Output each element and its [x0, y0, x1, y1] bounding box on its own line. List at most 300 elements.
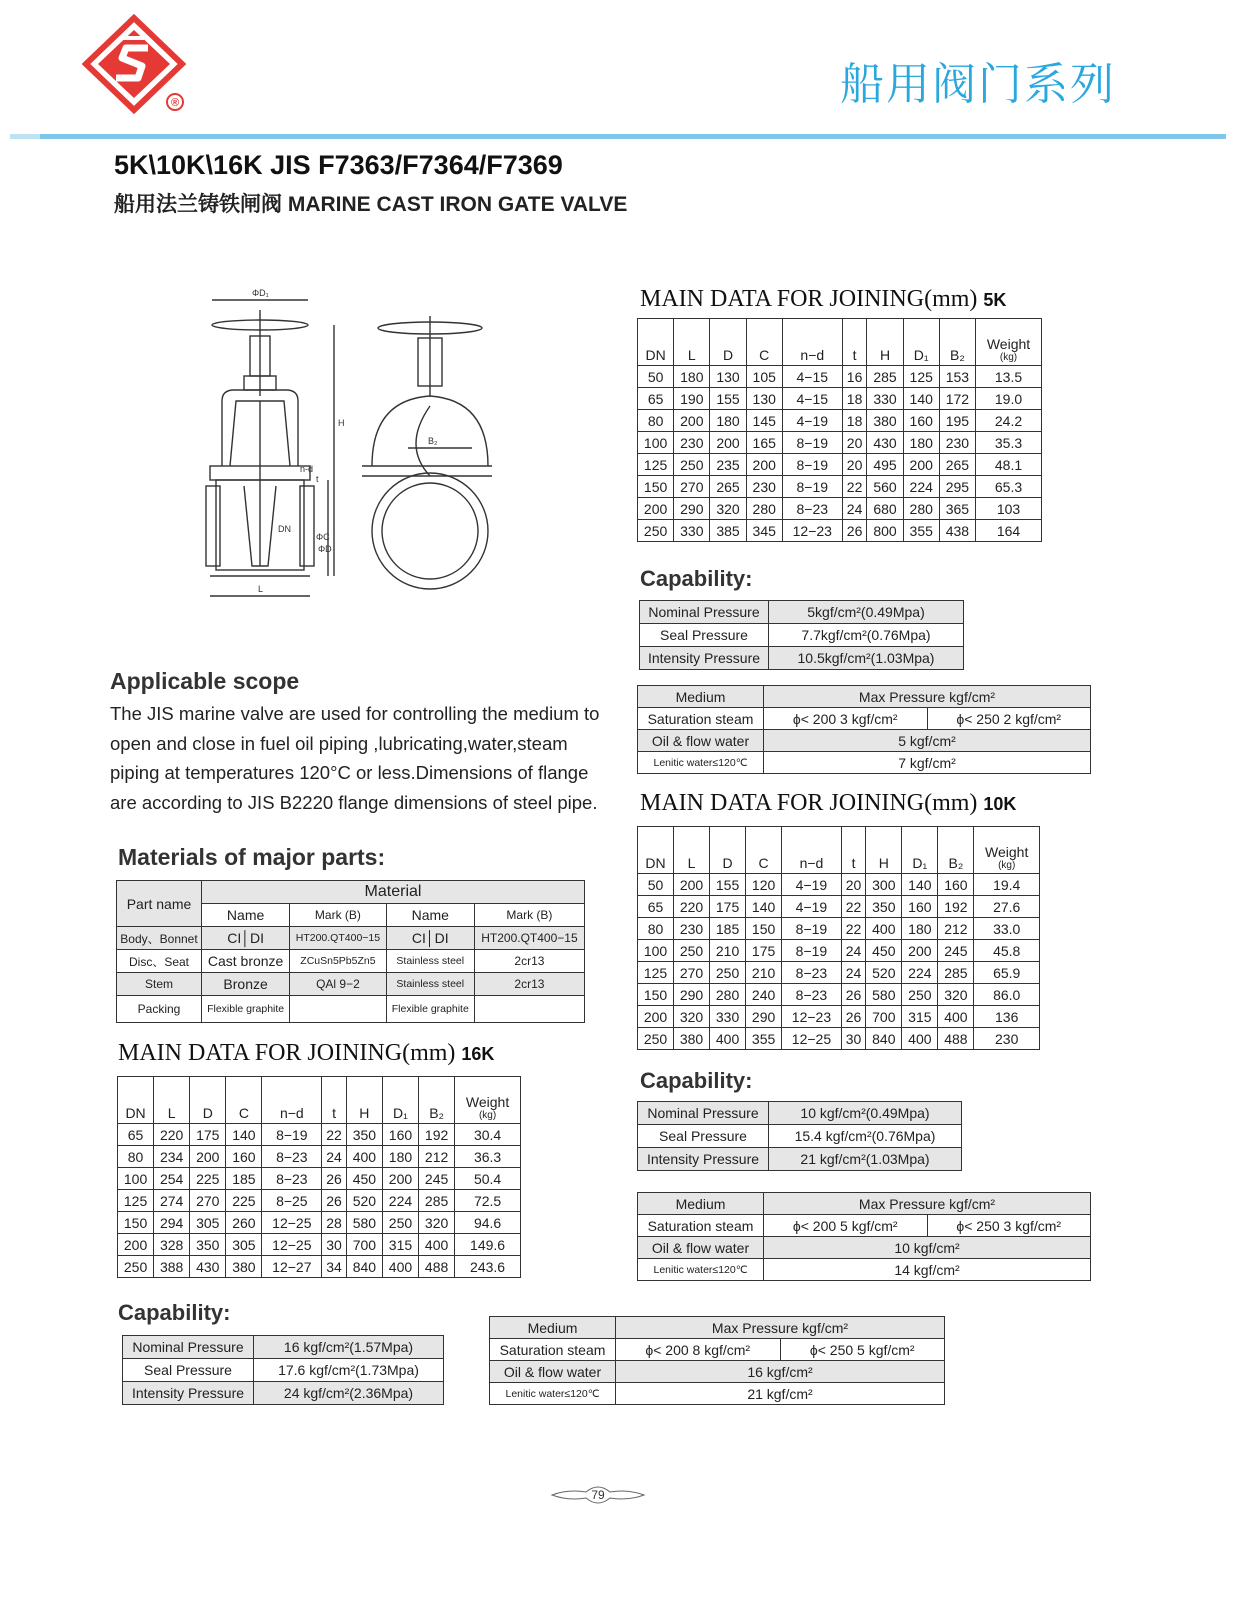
table-row — [118, 1212, 521, 1234]
table-cell: 160 — [382, 1124, 418, 1146]
table-cell: 265 — [710, 476, 746, 498]
column-header: B₂ — [419, 1077, 455, 1124]
table-cell: 24 — [841, 940, 866, 962]
column-header — [974, 827, 1040, 874]
table-cell: 65.9 — [974, 962, 1040, 984]
column-header: C — [746, 827, 782, 874]
medium-lenitic: Lenitic water≤120℃ — [638, 1259, 764, 1281]
header-name: Name — [202, 904, 290, 927]
table-cell: 94.6 — [455, 1212, 521, 1234]
label-d1: ΦD₁ — [252, 288, 269, 298]
table-cell: 36.3 — [455, 1146, 521, 1168]
table-cell: 150 — [118, 1212, 154, 1234]
table-cell: 230 — [974, 1028, 1040, 1050]
weight-unit: (kg) — [998, 860, 1016, 871]
materials-heading: Materials of major parts: — [118, 844, 386, 870]
table-header-row — [638, 319, 1042, 366]
cap-value: 24 kgf/cm²(2.36Mpa) — [254, 1382, 444, 1405]
cap-label: Nominal Pressure — [123, 1336, 254, 1359]
table-cell: 385 — [710, 520, 746, 542]
medium-header: Medium — [638, 1193, 764, 1215]
column-header: D₁ — [903, 319, 939, 366]
table-cell: 270 — [674, 962, 710, 984]
cap-label: Nominal Pressure — [638, 1102, 769, 1125]
table-cell: 200 — [903, 454, 939, 476]
table-cell: 380 — [867, 410, 903, 432]
table-cell: 185 — [710, 918, 746, 940]
table-cell: 700 — [866, 1006, 902, 1028]
table-row — [638, 498, 1042, 520]
table-cell: 200 — [118, 1234, 154, 1256]
column-header: t — [322, 1077, 347, 1124]
column-header: n−d — [782, 319, 842, 366]
header-mark: Mark (B) — [474, 904, 584, 927]
column-header: B₂ — [938, 827, 974, 874]
table-cell: 8−19 — [782, 918, 842, 940]
column-header: B₂ — [939, 319, 975, 366]
table-cell: 65.3 — [976, 476, 1042, 498]
medium-lenitic: Lenitic water≤120℃ — [490, 1383, 616, 1405]
column-header: n−d — [782, 827, 842, 874]
table-cell: 294 — [154, 1212, 190, 1234]
table-row — [638, 476, 1042, 498]
table-cell: 140 — [226, 1124, 262, 1146]
table-cell: 295 — [939, 476, 975, 498]
header-part-name: Part name — [117, 881, 202, 927]
cell: ZCuSn5Pb5Zn5 — [290, 950, 386, 973]
table-row — [118, 1234, 521, 1256]
table-cell: 4−19 — [782, 874, 842, 896]
scope-heading: Applicable scope — [110, 668, 300, 694]
table-row — [117, 996, 585, 1023]
table-cell: 320 — [674, 1006, 710, 1028]
capability-heading-16k: Capability: — [118, 1300, 231, 1325]
table-cell: 365 — [939, 498, 975, 520]
table-cell: 28 — [322, 1212, 347, 1234]
cell: Stainless steel — [386, 950, 474, 973]
medium-header: Medium — [638, 686, 764, 708]
table-cell: 350 — [866, 896, 902, 918]
medium-table-16k — [489, 1316, 945, 1405]
cell: QAl 9−2 — [290, 973, 386, 996]
table-cell: 160 — [903, 410, 939, 432]
table-cell: 30 — [841, 1028, 866, 1050]
cell: HT200.QT400−15 — [474, 927, 584, 950]
cell — [474, 996, 584, 1023]
cap-value: 10.5kgf/cm²(1.03Mpa) — [769, 647, 964, 670]
table-cell: 200 — [638, 498, 674, 520]
table-cell: 270 — [674, 476, 710, 498]
table-header-row — [118, 1077, 521, 1124]
table-cell: 8−23 — [262, 1168, 322, 1190]
table-cell: 22 — [842, 476, 867, 498]
table-cell: 65 — [118, 1124, 154, 1146]
column-header: DN — [118, 1077, 154, 1124]
table-row — [638, 896, 1040, 918]
table-cell: 225 — [226, 1190, 262, 1212]
max-pressure-header: Max Pressure kgf/cm² — [616, 1317, 945, 1339]
table-cell: 8−23 — [782, 962, 842, 984]
table-cell: 150 — [638, 984, 674, 1006]
capability-table-10k — [637, 1101, 962, 1171]
table-cell: 80 — [638, 918, 674, 940]
table-cell: 250 — [674, 454, 710, 476]
table-cell: 50.4 — [455, 1168, 521, 1190]
table-cell: 8−19 — [782, 454, 842, 476]
table-cell: 192 — [419, 1124, 455, 1146]
table-cell: 160 — [902, 896, 938, 918]
table-row — [638, 520, 1042, 542]
table-row — [118, 1256, 521, 1278]
table-cell: 224 — [903, 476, 939, 498]
table-cell: 180 — [710, 410, 746, 432]
table-cell: 103 — [976, 498, 1042, 520]
label-nd: n-d — [300, 464, 314, 474]
table-cell: 265 — [939, 454, 975, 476]
joining-table-10k — [637, 826, 1040, 1050]
header-mark: Mark (B) — [290, 904, 386, 927]
capability-heading-10k: Capability: — [640, 1068, 753, 1093]
cell: CI│DI — [386, 927, 474, 950]
table-cell: 50 — [638, 874, 674, 896]
medium-oil: Oil & flow water — [490, 1361, 616, 1383]
table-cell: 8−19 — [782, 476, 842, 498]
column-header: DN — [638, 319, 674, 366]
table-cell: 230 — [746, 476, 782, 498]
table-cell: 305 — [190, 1212, 226, 1234]
weight-label: Weight — [985, 844, 1029, 860]
table-cell: 200 — [710, 432, 746, 454]
table-cell: 290 — [674, 984, 710, 1006]
table-cell: 140 — [902, 874, 938, 896]
table-cell: 224 — [902, 962, 938, 984]
table-cell: 24 — [842, 498, 867, 520]
table-cell: 210 — [710, 940, 746, 962]
medium-oil: Oil & flow water — [638, 1237, 764, 1259]
table-cell: 26 — [842, 520, 867, 542]
table-cell: 245 — [938, 940, 974, 962]
table-cell: 560 — [867, 476, 903, 498]
table-cell: 150 — [746, 918, 782, 940]
table-cell: 80 — [118, 1146, 154, 1168]
table-cell: 380 — [226, 1256, 262, 1278]
column-header: DN — [638, 827, 674, 874]
column-header: C — [226, 1077, 262, 1124]
table-cell: 250 — [118, 1256, 154, 1278]
valve-drawing — [72, 276, 542, 626]
label-l: L — [258, 584, 264, 594]
table-cell: 19.4 — [974, 874, 1040, 896]
table-cell: 185 — [226, 1168, 262, 1190]
table-cell: 130 — [746, 388, 782, 410]
table-cell: 290 — [674, 498, 710, 520]
table-cell: 22 — [841, 896, 866, 918]
table-cell: 35.3 — [976, 432, 1042, 454]
cell: Cast bronze — [202, 950, 290, 973]
label-h: H — [338, 418, 345, 428]
capability-table-5k — [639, 600, 964, 670]
table-cell: 250 — [638, 520, 674, 542]
table-cell: 24 — [841, 962, 866, 984]
table-cell: 175 — [746, 940, 782, 962]
table-cell: 160 — [226, 1146, 262, 1168]
table-cell: 320 — [419, 1212, 455, 1234]
cell: HT200.QT400−15 — [290, 927, 386, 950]
table-cell: 16 — [842, 366, 867, 388]
table-cell: 355 — [746, 1028, 782, 1050]
cell: Flexible graphite — [386, 996, 474, 1023]
medium-table-5k — [637, 685, 1091, 774]
column-header: H — [867, 319, 903, 366]
table-cell: 18 — [842, 388, 867, 410]
table-cell: 180 — [382, 1146, 418, 1168]
capability-table-16k — [122, 1335, 444, 1405]
cell: Bronze — [202, 973, 290, 996]
table-cell: 4−15 — [782, 366, 842, 388]
column-header: L — [674, 319, 710, 366]
table-cell: 86.0 — [974, 984, 1040, 1006]
table-cell: 400 — [866, 918, 902, 940]
cap-value: 7.7kgf/cm²(0.76Mpa) — [769, 624, 964, 647]
page-title: 5K\10K\16K JIS F7363/F7364/F7369 — [114, 150, 563, 180]
table-cell: 400 — [710, 1028, 746, 1050]
cap-label: Intensity Pressure — [123, 1382, 254, 1405]
lenitic-value: 7 kgf/cm² — [764, 752, 1091, 774]
table-cell: 200 — [674, 410, 710, 432]
label-t: t — [316, 474, 319, 484]
cell: 2cr13 — [474, 950, 584, 973]
joining-table-16k — [117, 1076, 521, 1278]
table-cell: 125 — [638, 962, 674, 984]
table-cell: 50 — [638, 366, 674, 388]
table-cell: 4−15 — [782, 388, 842, 410]
table-cell: 700 — [346, 1234, 382, 1256]
table-cell: 250 — [674, 940, 710, 962]
cell: Disc、Seat — [117, 950, 202, 973]
table-cell: 380 — [674, 1028, 710, 1050]
table-cell: 212 — [419, 1146, 455, 1168]
cap-value: 21 kgf/cm²(1.03Mpa) — [769, 1148, 962, 1171]
table-header-row — [638, 827, 1040, 874]
table-cell: 45.8 — [974, 940, 1040, 962]
table-cell: 24.2 — [976, 410, 1042, 432]
table-row — [638, 1028, 1040, 1050]
table-cell: 315 — [902, 1006, 938, 1028]
column-header: D₁ — [382, 1077, 418, 1124]
table-cell: 120 — [746, 874, 782, 896]
table-cell: 330 — [674, 520, 710, 542]
joining-heading-16k: MAIN DATA FOR JOINING(mm) 16K — [118, 1040, 495, 1066]
table-cell: 12−23 — [782, 520, 842, 542]
header-rule-accent — [10, 134, 40, 139]
table-cell: 12−25 — [782, 1028, 842, 1050]
table-cell: 8−23 — [782, 498, 842, 520]
table-cell: 195 — [939, 410, 975, 432]
table-cell: 8−25 — [262, 1190, 322, 1212]
table-cell: 27.6 — [974, 896, 1040, 918]
table-cell: 180 — [674, 366, 710, 388]
table-cell: 680 — [867, 498, 903, 520]
steam-value: ϕ< 250 3 kgf/cm² — [927, 1215, 1091, 1237]
cell: Stainless steel — [386, 973, 474, 996]
table-cell: 164 — [976, 520, 1042, 542]
table-cell: 260 — [226, 1212, 262, 1234]
table-cell: 24 — [322, 1146, 347, 1168]
cell: Stem — [117, 973, 202, 996]
max-pressure-header: Max Pressure kgf/cm² — [764, 1193, 1091, 1215]
table-cell: 180 — [902, 918, 938, 940]
table-cell: 155 — [710, 388, 746, 410]
table-cell: 8−19 — [262, 1124, 322, 1146]
table-row — [638, 874, 1040, 896]
table-cell: 438 — [939, 520, 975, 542]
lenitic-value: 21 kgf/cm² — [616, 1383, 945, 1405]
steam-value: ϕ< 250 5 kgf/cm² — [780, 1339, 945, 1361]
table-cell: 4−19 — [782, 410, 842, 432]
table-cell: 34 — [322, 1256, 347, 1278]
table-row — [118, 1124, 521, 1146]
column-header — [455, 1077, 521, 1124]
table-cell: 19.0 — [976, 388, 1042, 410]
table-row — [117, 950, 585, 973]
table-row — [118, 1190, 521, 1212]
table-cell: 149.6 — [455, 1234, 521, 1256]
table-cell: 430 — [867, 432, 903, 454]
table-row — [638, 962, 1040, 984]
steam-value: ϕ< 200 3 kgf/cm² — [764, 708, 928, 730]
table-cell: 230 — [939, 432, 975, 454]
table-cell: 270 — [190, 1190, 226, 1212]
lenitic-value: 14 kgf/cm² — [764, 1259, 1091, 1281]
joining-table-5k — [637, 318, 1042, 542]
table-cell: 328 — [154, 1234, 190, 1256]
page-number: 79 — [591, 1488, 605, 1502]
table-cell: 65 — [638, 388, 674, 410]
table-cell: 150 — [638, 476, 674, 498]
table-cell: 200 — [746, 454, 782, 476]
table-cell: 172 — [939, 388, 975, 410]
table-cell: 12−23 — [782, 1006, 842, 1028]
table-cell: 220 — [674, 896, 710, 918]
table-cell: 200 — [638, 1006, 674, 1028]
medium-steam: Saturation steam — [638, 708, 764, 730]
table-row — [118, 1146, 521, 1168]
table-cell: 320 — [710, 498, 746, 520]
medium-steam: Saturation steam — [490, 1339, 616, 1361]
table-row — [638, 410, 1042, 432]
table-cell: 250 — [638, 1028, 674, 1050]
table-cell: 33.0 — [974, 918, 1040, 940]
table-cell: 250 — [710, 962, 746, 984]
column-header: D — [710, 319, 746, 366]
table-cell: 48.1 — [976, 454, 1042, 476]
table-cell: 450 — [866, 940, 902, 962]
table-cell: 488 — [938, 1028, 974, 1050]
column-header: D — [710, 827, 746, 874]
table-cell: 430 — [190, 1256, 226, 1278]
table-cell: 8−23 — [782, 984, 842, 1006]
table-cell: 330 — [710, 1006, 746, 1028]
table-cell: 80 — [638, 410, 674, 432]
table-cell: 125 — [903, 366, 939, 388]
table-cell: 212 — [938, 918, 974, 940]
max-pressure-header: Max Pressure kgf/cm² — [764, 686, 1091, 708]
table-cell: 26 — [841, 1006, 866, 1028]
cap-label: Nominal Pressure — [640, 601, 769, 624]
column-header: L — [154, 1077, 190, 1124]
table-cell: 175 — [190, 1124, 226, 1146]
table-cell: 125 — [638, 454, 674, 476]
page-subtitle: 船用法兰铸铁闸阀 MARINE CAST IRON GATE VALVE — [114, 193, 628, 216]
column-header: H — [346, 1077, 382, 1124]
table-cell: 12−25 — [262, 1212, 322, 1234]
table-cell: 20 — [842, 454, 867, 476]
table-cell: 355 — [903, 520, 939, 542]
label-b2: B₂ — [428, 436, 438, 446]
table-cell: 26 — [841, 984, 866, 1006]
column-header: H — [866, 827, 902, 874]
table-row — [638, 940, 1040, 962]
table-cell: 840 — [346, 1256, 382, 1278]
table-cell: 330 — [867, 388, 903, 410]
oil-value: 16 kgf/cm² — [616, 1361, 945, 1383]
label-c: ΦC — [316, 532, 330, 542]
table-cell: 13.5 — [976, 366, 1042, 388]
cell: Flexible graphite — [202, 996, 290, 1023]
cap-value: 15.4 kgf/cm²(0.76Mpa) — [769, 1125, 962, 1148]
cell — [290, 996, 386, 1023]
table-cell: 20 — [842, 432, 867, 454]
cap-label: Intensity Pressure — [638, 1148, 769, 1171]
table-cell: 12−27 — [262, 1256, 322, 1278]
table-cell: 240 — [746, 984, 782, 1006]
table-cell: 285 — [867, 366, 903, 388]
column-header: C — [746, 319, 782, 366]
medium-table-10k — [637, 1192, 1091, 1281]
joining-heading-5k: MAIN DATA FOR JOINING(mm) 5K — [640, 286, 1007, 312]
table-cell: 300 — [866, 874, 902, 896]
table-cell: 520 — [866, 962, 902, 984]
table-cell: 274 — [154, 1190, 190, 1212]
table-cell: 72.5 — [455, 1190, 521, 1212]
table-cell: 243.6 — [455, 1256, 521, 1278]
cap-label: Seal Pressure — [638, 1125, 769, 1148]
column-header: L — [674, 827, 710, 874]
table-cell: 234 — [154, 1146, 190, 1168]
table-cell: 30.4 — [455, 1124, 521, 1146]
table-cell: 290 — [746, 1006, 782, 1028]
weight-label: Weight — [986, 336, 1031, 352]
cap-value: 17.6 kgf/cm²(1.73Mpa) — [254, 1359, 444, 1382]
table-cell: 8−19 — [782, 432, 842, 454]
capability-heading-5k: Capability: — [640, 566, 753, 591]
table-row — [638, 388, 1042, 410]
table-cell: 388 — [154, 1256, 190, 1278]
table-cell: 350 — [190, 1234, 226, 1256]
table-cell: 254 — [154, 1168, 190, 1190]
table-cell: 160 — [938, 874, 974, 896]
table-cell: 315 — [382, 1234, 418, 1256]
cap-label: Intensity Pressure — [640, 647, 769, 670]
table-row — [638, 432, 1042, 454]
medium-header: Medium — [490, 1317, 616, 1339]
cell: Body、Bonnet — [117, 927, 202, 950]
table-cell: 345 — [746, 520, 782, 542]
table-cell: 125 — [118, 1190, 154, 1212]
table-cell: 190 — [674, 388, 710, 410]
table-cell: 200 — [382, 1168, 418, 1190]
medium-oil: Oil & flow water — [638, 730, 764, 752]
